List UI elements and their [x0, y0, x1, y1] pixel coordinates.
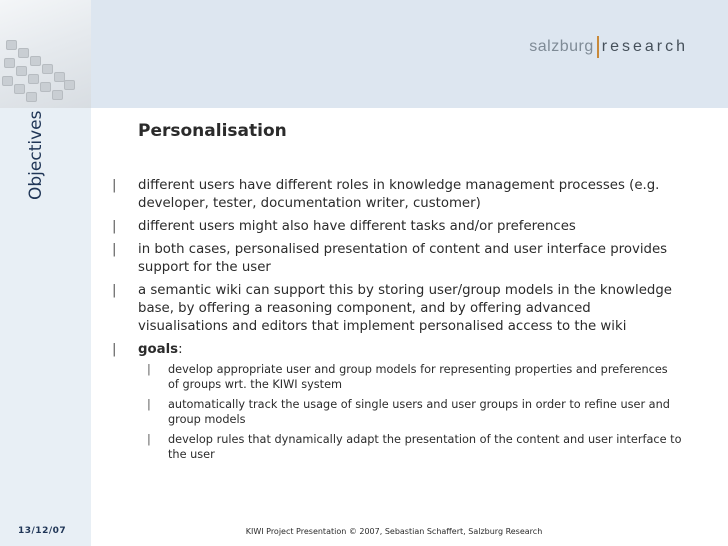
footer-text: KIWI Project Presentation © 2007, Sebastian Schaffert, Salzburg Research: [245, 527, 543, 536]
key-shape: [52, 90, 63, 100]
key-shape: [30, 56, 41, 66]
bullet-marker: |: [112, 242, 117, 257]
key-shape: [14, 84, 25, 94]
key-shape: [4, 58, 15, 68]
bullet-item: [112, 282, 682, 336]
slide-title: Personalisation: [138, 121, 287, 141]
bullet-item: [112, 241, 682, 277]
goals-colon: :: [178, 342, 183, 357]
bullet-marker: |: [112, 219, 117, 234]
bullet-text: different users have different roles in knowledge management processes (e.g. developer, tester, documentation writer, customer): [138, 178, 660, 211]
bullet-marker: |: [112, 178, 117, 193]
key-shape: [26, 92, 37, 102]
keyboard-photo: [0, 0, 91, 108]
sub-bullet-item: [138, 397, 682, 427]
sub-bullet-item: [138, 362, 682, 392]
sub-bullet-marker: |: [147, 433, 151, 446]
sub-bullet-marker: |: [147, 363, 151, 376]
bullet-item-goals: [112, 341, 682, 462]
bullet-text: different users might also have different tasks and/or preferences: [138, 219, 576, 234]
sub-bullet-text: develop appropriate user and group models for representing properties and preferences of groups wrt. the KIWI system: [168, 363, 668, 391]
bullet-item: [112, 218, 682, 236]
sub-bullet-text: develop rules that dynamically adapt the presentation of the content and user interface to the user: [168, 433, 682, 461]
logo-separator: [597, 36, 599, 58]
bullet-text: a semantic wiki can support this by storing user/group models in the knowledge base, by offering a reasoning component, and by offering advanced visualisations and editors that implement personalised access to the wiki: [138, 283, 672, 334]
key-shape: [64, 80, 75, 90]
key-shape: [2, 76, 13, 86]
header-band: [91, 0, 728, 108]
salzburg-research-logo: [529, 36, 688, 58]
key-shape: [18, 48, 29, 58]
sub-bullet-item: [138, 432, 682, 462]
logo-part-2: research: [601, 38, 688, 55]
key-shape: [6, 40, 17, 50]
goals-label: goals: [138, 342, 179, 357]
footer-date: 13/12/07: [18, 526, 67, 536]
bullet-text: in both cases, personalised presentation of content and user interface provides support for the user: [138, 242, 668, 275]
bullet-list: [112, 177, 682, 467]
key-shape: [42, 64, 53, 74]
key-shape: [28, 74, 39, 84]
bullet-marker: |: [112, 342, 117, 357]
sub-bullet-text: automatically track the usage of single users and user groups in order to refine user and group models: [168, 398, 670, 426]
bullet-marker: |: [112, 283, 117, 298]
logo-part-1: salzburg: [529, 38, 594, 55]
sub-bullet-marker: |: [147, 398, 151, 411]
section-vertical-label: Objectives: [26, 110, 46, 200]
sub-bullet-list: [138, 362, 682, 462]
bullet-item: [112, 177, 682, 213]
key-shape: [16, 66, 27, 76]
key-shape: [40, 82, 51, 92]
